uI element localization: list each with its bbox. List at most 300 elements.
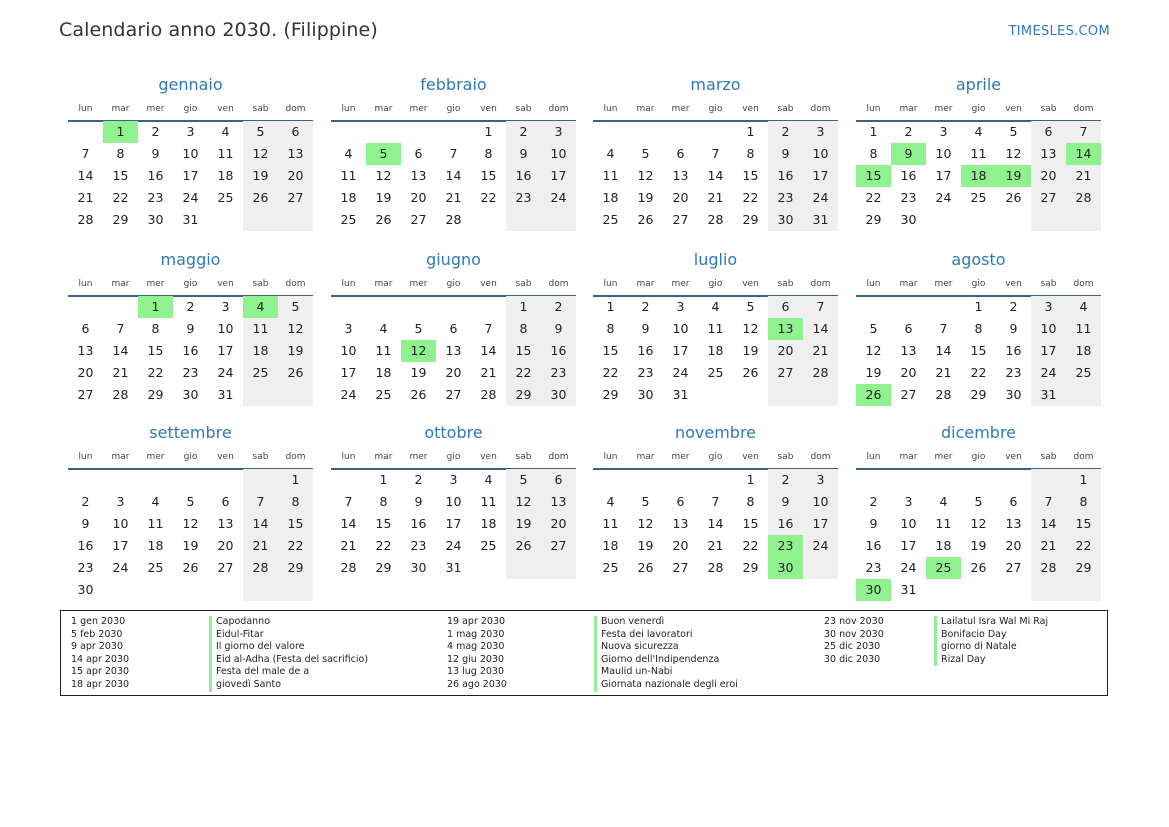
empty-weekend-cell: [1031, 209, 1066, 231]
day-cell: 22: [147, 365, 164, 380]
day-cell: 19: [506, 513, 541, 535]
day-cell: 16: [768, 165, 803, 187]
day-cell: 7: [1066, 121, 1101, 143]
day-cell: 20: [768, 340, 803, 362]
day-cell: 19: [865, 365, 882, 380]
day-cell: 8: [151, 321, 160, 336]
day-cell: 17: [112, 538, 129, 553]
legend-holiday-name: Nuova sicurezza: [594, 641, 738, 654]
day-cell: 5: [414, 321, 423, 336]
day-cell: 30: [410, 560, 427, 575]
weekday-label: lun: [341, 279, 356, 289]
day-cell: 26: [506, 535, 541, 557]
day-cell: 23: [410, 538, 427, 553]
day-cell: 19: [970, 538, 987, 553]
day-cell: 12: [865, 343, 882, 358]
day-cell: 4: [344, 146, 353, 161]
day-cell: 24: [112, 560, 129, 575]
day-cell: 2: [641, 299, 650, 314]
day-cell: 20: [672, 190, 689, 205]
day-cell: 8: [116, 146, 125, 161]
weekday-label: mer: [934, 279, 953, 289]
day-cell: 25: [480, 538, 497, 553]
weekday-label: ven: [1005, 279, 1022, 289]
weekday-label: lun: [341, 452, 356, 462]
day-cell: 28: [1066, 187, 1101, 209]
day-cell: 22: [278, 535, 313, 557]
day-cell: 15: [1066, 513, 1101, 535]
day-cell: 19: [637, 190, 654, 205]
day-cell: 29: [112, 212, 129, 227]
day-cell: 26: [637, 560, 654, 575]
empty-weekend-cell: [243, 579, 278, 601]
legend-date: 30 nov 2030: [824, 628, 884, 640]
weekday-label: lun: [78, 452, 93, 462]
day-cell: 18: [1066, 340, 1101, 362]
day-cell: 15: [742, 168, 759, 183]
day-cell: 31: [803, 209, 838, 231]
legend-date-column: [824, 616, 884, 666]
empty-weekend-cell: [541, 557, 576, 579]
day-cell: 7: [711, 146, 720, 161]
day-cell: 26: [243, 187, 278, 209]
weekday-header: [331, 104, 576, 120]
weekday-label: dom: [810, 104, 831, 114]
day-cell: 29: [278, 557, 313, 579]
holiday-day-cell: 4: [243, 296, 278, 318]
day-cell: 11: [480, 494, 497, 509]
legend-holiday-name: Lailatul Isra Wal Mi Raj: [934, 616, 1048, 629]
day-cell: 21: [243, 535, 278, 557]
weekday-label: ven: [742, 104, 759, 114]
day-cell: 16: [77, 538, 94, 553]
day-cell: 20: [900, 365, 917, 380]
day-cell: 2: [151, 124, 160, 139]
weekday-label: gio: [708, 452, 723, 462]
day-cell: 6: [768, 296, 803, 318]
day-cell: 4: [939, 494, 948, 509]
day-cell: 27: [410, 212, 427, 227]
holiday-day-cell: 9: [891, 143, 926, 165]
day-cell: 11: [375, 343, 392, 358]
weekday-label: dom: [285, 452, 306, 462]
weekday-label: gio: [183, 279, 198, 289]
day-cell: 14: [803, 318, 838, 340]
month-name: ottobre: [424, 423, 483, 442]
day-cell: 14: [480, 343, 497, 358]
day-cell: 27: [672, 212, 689, 227]
day-cell: 27: [1031, 187, 1066, 209]
weekday-header: [593, 104, 838, 120]
day-cell: 3: [541, 121, 576, 143]
weekday-label: sab: [515, 104, 532, 114]
day-cell: 11: [935, 516, 952, 531]
day-cell: 9: [414, 494, 423, 509]
weekday-label: gio: [708, 104, 723, 114]
day-cell: 15: [147, 343, 164, 358]
day-cell: 25: [375, 387, 392, 402]
day-cell: 6: [1031, 121, 1066, 143]
day-cell: 19: [637, 538, 654, 553]
day-cell: 30: [1005, 387, 1022, 402]
legend-holiday-name: Eidul-Fitar: [209, 629, 368, 642]
legend-holiday-name: Eid al-Adha (Festa del sacrificio): [209, 654, 368, 667]
weekday-label: sab: [515, 452, 532, 462]
day-cell: 18: [602, 190, 619, 205]
legend-date-column: [71, 616, 129, 692]
day-cell: 14: [243, 513, 278, 535]
day-cell: 9: [81, 516, 90, 531]
day-cell: 25: [147, 560, 164, 575]
legend-date: 19 apr 2030: [447, 616, 506, 627]
day-cell: 4: [606, 146, 615, 161]
legend-holiday-name: giorno di Natale: [934, 641, 1048, 654]
weekday-label: lun: [341, 104, 356, 114]
holiday-day-cell: 14: [1066, 143, 1101, 165]
day-cell: 25: [1066, 362, 1101, 384]
holiday-day-cell: 5: [366, 143, 401, 165]
day-cell: 13: [278, 143, 313, 165]
day-cell: 16: [768, 513, 803, 535]
legend-holiday-name: Giornata nazionale degli eroi: [594, 679, 738, 692]
legend-date: 15 apr 2030: [71, 666, 130, 678]
weekday-header: [856, 279, 1101, 295]
weekday-header: [68, 452, 313, 468]
day-cell: 21: [112, 365, 129, 380]
day-cell: 17: [217, 343, 234, 358]
day-cell: 12: [506, 491, 541, 513]
day-cell: 13: [672, 168, 689, 183]
month-name: marzo: [690, 75, 741, 94]
day-cell: 23: [1005, 365, 1022, 380]
day-cell: 31: [182, 212, 199, 227]
day-cell: 13: [1031, 143, 1066, 165]
day-cell: 28: [77, 212, 94, 227]
day-cell: 26: [742, 365, 759, 380]
day-cell: 15: [506, 340, 541, 362]
day-cell: 28: [935, 387, 952, 402]
day-cell: 30: [147, 212, 164, 227]
day-cell: 30: [77, 582, 94, 597]
day-cell: 1: [506, 296, 541, 318]
day-cell: 14: [77, 168, 94, 183]
legend-date: 23 nov 2030: [824, 616, 884, 627]
day-cell: 5: [641, 146, 650, 161]
day-cell: 2: [506, 121, 541, 143]
day-cell: 11: [970, 146, 987, 161]
legend-holiday-name: Festa dei lavoratori: [594, 629, 738, 642]
day-cell: 4: [379, 321, 388, 336]
day-cell: 10: [217, 321, 234, 336]
holiday-day-cell: 23: [768, 535, 803, 557]
weekday-label: lun: [866, 104, 881, 114]
weekday-label: mar: [111, 279, 130, 289]
day-cell: 3: [221, 299, 230, 314]
weekday-label: gio: [183, 104, 198, 114]
day-cell: 19: [375, 190, 392, 205]
weekday-label: dom: [548, 452, 569, 462]
day-cell: 14: [340, 516, 357, 531]
day-cell: 18: [480, 516, 497, 531]
day-cell: 17: [340, 365, 357, 380]
day-cell: 1: [379, 472, 388, 487]
day-cell: 15: [112, 168, 129, 183]
day-cell: 7: [1031, 491, 1066, 513]
day-cell: 4: [606, 494, 615, 509]
day-cell: 30: [768, 209, 803, 231]
legend-holiday-name: giovedì Santo: [209, 679, 368, 692]
legend-date: 12 giu 2030: [447, 653, 504, 665]
day-cell: 2: [1009, 299, 1018, 314]
legend-date: 1 mag 2030: [447, 628, 505, 640]
weekday-label: mar: [899, 104, 918, 114]
day-cell: 6: [278, 121, 313, 143]
day-cell: 6: [676, 146, 685, 161]
weekday-label: lun: [78, 104, 93, 114]
legend-date: 26 ago 2030: [447, 678, 507, 690]
day-cell: 26: [410, 387, 427, 402]
day-cell: 6: [1009, 494, 1018, 509]
day-cell: 17: [541, 165, 576, 187]
day-cell: 23: [147, 190, 164, 205]
day-cell: 29: [375, 560, 392, 575]
weekday-label: dom: [1073, 279, 1094, 289]
day-cell: 4: [1066, 296, 1101, 318]
day-cell: 9: [151, 146, 160, 161]
weekday-label: lun: [603, 104, 618, 114]
day-cell: 8: [746, 494, 755, 509]
day-cell: 24: [541, 187, 576, 209]
day-cell: 27: [672, 560, 689, 575]
day-cell: 20: [77, 365, 94, 380]
day-cell: 26: [637, 212, 654, 227]
weekday-label: gio: [446, 452, 461, 462]
day-cell: 3: [449, 472, 458, 487]
weekday-label: mar: [636, 452, 655, 462]
day-cell: 22: [970, 365, 987, 380]
day-cell: 18: [217, 168, 234, 183]
weekday-label: gio: [446, 279, 461, 289]
day-cell: 28: [707, 560, 724, 575]
day-cell: 1: [484, 124, 493, 139]
day-cell: 21: [935, 365, 952, 380]
day-cell: 27: [217, 560, 234, 575]
day-cell: 13: [217, 516, 234, 531]
day-cell: 6: [414, 146, 423, 161]
weekday-label: dom: [1073, 104, 1094, 114]
day-cell: 11: [340, 168, 357, 183]
day-cell: 28: [243, 557, 278, 579]
weekday-label: ven: [1005, 104, 1022, 114]
day-cell: 10: [1031, 318, 1066, 340]
day-cell: 11: [707, 321, 724, 336]
holiday-day-cell: 13: [768, 318, 803, 340]
day-cell: 5: [869, 321, 878, 336]
day-cell: 8: [379, 494, 388, 509]
month-name: settembre: [149, 423, 232, 442]
month-name: dicembre: [940, 423, 1017, 442]
day-cell: 7: [243, 491, 278, 513]
day-cell: 6: [676, 494, 685, 509]
day-cell: 14: [445, 168, 462, 183]
day-cell: 10: [340, 343, 357, 358]
site-link[interactable]: TIMESLES.COM: [1008, 24, 1110, 39]
day-cell: 17: [1031, 340, 1066, 362]
day-cell: 8: [869, 146, 878, 161]
day-cell: 30: [182, 387, 199, 402]
day-cell: 10: [803, 143, 838, 165]
weekday-label: mar: [899, 452, 918, 462]
legend-date: 4 mag 2030: [447, 641, 505, 653]
day-cell: 13: [1005, 516, 1022, 531]
weekday-label: mer: [146, 452, 165, 462]
weekday-label: lun: [78, 279, 93, 289]
day-cell: 27: [445, 387, 462, 402]
day-cell: 29: [506, 384, 541, 406]
day-cell: 16: [410, 516, 427, 531]
empty-weekend-cell: [803, 557, 838, 579]
day-cell: 20: [1031, 165, 1066, 187]
legend-holiday-name: Giorno dell'Indipendenza: [594, 654, 738, 667]
day-cell: 24: [1031, 362, 1066, 384]
day-cell: 8: [1066, 491, 1101, 513]
legend-name-column: [594, 616, 738, 692]
day-cell: 11: [602, 168, 619, 183]
weekday-label: mar: [111, 452, 130, 462]
legend-date: 30 dic 2030: [824, 653, 881, 665]
day-cell: 9: [869, 516, 878, 531]
weekday-label: lun: [603, 279, 618, 289]
day-cell: 20: [278, 165, 313, 187]
day-cell: 24: [672, 365, 689, 380]
day-cell: 31: [445, 560, 462, 575]
empty-weekend-cell: [506, 557, 541, 579]
weekday-label: sab: [515, 279, 532, 289]
legend-name-column: [934, 616, 1048, 666]
day-cell: 18: [602, 538, 619, 553]
day-cell: 27: [1005, 560, 1022, 575]
day-cell: 11: [147, 516, 164, 531]
weekday-label: ven: [742, 452, 759, 462]
day-cell: 22: [742, 190, 759, 205]
day-cell: 5: [746, 299, 755, 314]
day-cell: 10: [445, 494, 462, 509]
day-cell: 5: [278, 296, 313, 318]
weekday-label: dom: [548, 279, 569, 289]
day-cell: 23: [900, 190, 917, 205]
day-cell: 7: [449, 146, 458, 161]
day-cell: 4: [221, 124, 230, 139]
weekday-label: mer: [409, 279, 428, 289]
day-cell: 19: [243, 165, 278, 187]
weekday-label: sab: [777, 104, 794, 114]
weekday-label: lun: [866, 452, 881, 462]
day-cell: 6: [449, 321, 458, 336]
day-cell: 17: [935, 168, 952, 183]
day-cell: 11: [217, 146, 234, 161]
day-cell: 16: [147, 168, 164, 183]
day-cell: 27: [900, 387, 917, 402]
weekday-header: [593, 452, 838, 468]
day-cell: 7: [711, 494, 720, 509]
legend-holiday-name: Il giorno del valore: [209, 641, 368, 654]
empty-weekend-cell: [768, 384, 803, 406]
day-cell: 22: [865, 190, 882, 205]
day-cell: 6: [221, 494, 230, 509]
month-name: maggio: [160, 250, 221, 269]
day-cell: 25: [707, 365, 724, 380]
day-cell: 12: [637, 516, 654, 531]
weekday-label: mer: [409, 104, 428, 114]
day-cell: 28: [112, 387, 129, 402]
weekday-label: gio: [446, 104, 461, 114]
day-cell: 29: [865, 212, 882, 227]
day-cell: 22: [480, 190, 497, 205]
day-cell: 29: [147, 387, 164, 402]
empty-weekend-cell: [1031, 469, 1066, 491]
day-cell: 3: [116, 494, 125, 509]
month-name: agosto: [951, 250, 1006, 269]
day-cell: 11: [1066, 318, 1101, 340]
day-cell: 12: [742, 321, 759, 336]
day-cell: 22: [506, 362, 541, 384]
day-cell: 18: [375, 365, 392, 380]
day-cell: 16: [900, 168, 917, 183]
day-cell: 10: [541, 143, 576, 165]
day-cell: 15: [480, 168, 497, 183]
day-cell: 10: [672, 321, 689, 336]
weekday-label: sab: [1040, 279, 1057, 289]
month-name: luglio: [693, 250, 738, 269]
empty-weekend-cell: [278, 209, 313, 231]
day-cell: 10: [900, 516, 917, 531]
day-cell: 28: [1031, 557, 1066, 579]
day-cell: 20: [1005, 538, 1022, 553]
day-cell: 8: [606, 321, 615, 336]
day-cell: 12: [243, 143, 278, 165]
day-cell: 2: [541, 296, 576, 318]
day-cell: 29: [742, 560, 759, 575]
holiday-legend: [60, 610, 1108, 696]
day-cell: 28: [340, 560, 357, 575]
weekday-label: ven: [480, 279, 497, 289]
weekday-label: dom: [810, 452, 831, 462]
weekday-label: ven: [1005, 452, 1022, 462]
day-cell: 14: [935, 343, 952, 358]
day-cell: 21: [1066, 165, 1101, 187]
day-cell: 16: [1005, 343, 1022, 358]
day-cell: 2: [81, 494, 90, 509]
weekday-label: sab: [777, 452, 794, 462]
weekday-label: gio: [708, 279, 723, 289]
day-cell: 3: [344, 321, 353, 336]
day-cell: 26: [182, 560, 199, 575]
day-cell: 28: [803, 362, 838, 384]
day-cell: 26: [375, 212, 392, 227]
day-cell: 2: [869, 494, 878, 509]
day-cell: 19: [182, 538, 199, 553]
day-cell: 18: [340, 190, 357, 205]
day-cell: 20: [445, 365, 462, 380]
day-cell: 19: [742, 343, 759, 358]
day-cell: 15: [970, 343, 987, 358]
legend-holiday-name: Festa del male de a: [209, 666, 368, 679]
day-cell: 22: [112, 190, 129, 205]
weekday-label: gio: [971, 104, 986, 114]
day-cell: 22: [602, 365, 619, 380]
weekday-header: [331, 279, 576, 295]
day-cell: 12: [278, 318, 313, 340]
